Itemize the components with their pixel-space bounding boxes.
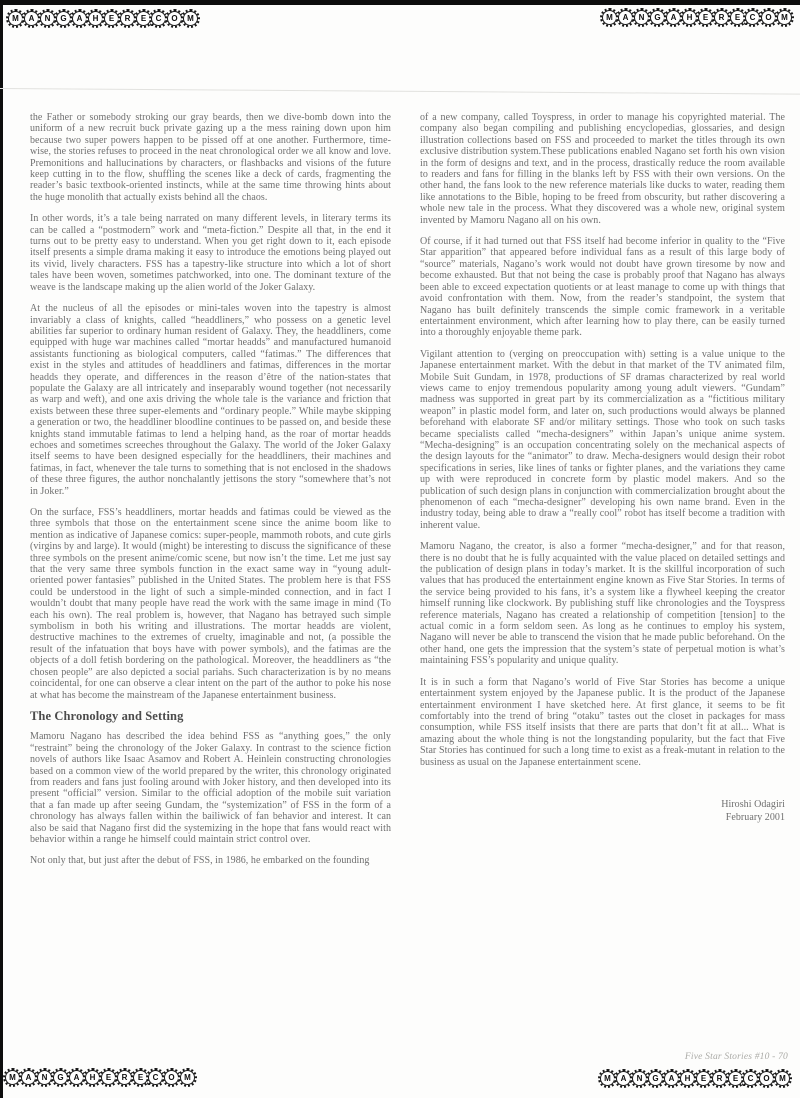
watermark-letter: H	[83, 1068, 102, 1087]
body-paragraph: Of course, if it had turned out that FSS itself had become inferior in quality to the “Five Star apparition” that appeared before individual fans as a result of this large body of “source” materials, Nagano’s work would not doubt have grown tiresome by now and become exhausted. But that not being the case is probably proof that Nagano has always been able to exceed expectation quotients or at least manage to come up with things that avoid confrontation with them. Now, from the reader’s standpoint, the system that Nagano has built definitely transcends the simple comic framework in a veritable entertainment environment, which after learning how to play there, can be easily turned into a thoroughly enjoyable theme park.	[420, 236, 785, 339]
watermark-letter: M	[598, 1069, 617, 1088]
watermark-mangahere-bottom-right	[598, 1069, 792, 1088]
right-column	[420, 112, 785, 824]
left-column	[30, 112, 391, 877]
watermark-letter: R	[115, 1068, 134, 1087]
watermark-letter: O	[162, 1068, 181, 1087]
scan-crease-line	[0, 88, 800, 95]
watermark-mangahere-top-left	[6, 9, 200, 28]
watermark-letter: E	[99, 1068, 118, 1087]
watermark-letter: E	[134, 9, 153, 28]
watermark-letter: E	[102, 9, 121, 28]
body-paragraph: On the surface, FSS’s headdliners, mortar headds and fatimas could be viewed as the three symbols that those on the entertainment scene since the anime boom like to mention as indicative of Japanese comics: super-people, mammoth robots, and cute girls (virgins by and large). It would (might) be interesting to discuss the significance of these three symbols on the present anime/comic scene, but now isn’t the time. Let me just say that the very same three symbols function in the exact same way in “young adult-oriented power fantasies” published in the United States. The problem here is that FSS could be understood in the light of such a simple-minded connection, and in fact I wouldn’t doubt that many people have read the work with the same image in mind (To each his own). The real problem is, however, that Nagano has betrayed such simple symbolism in both his writing and illustrations. The mortar headds are violent, destructive machines to the extremes of cruelty, imaginable and not, (a possible the result of the infatuation that boys have with power symbols), and the fatimas are the objects of a doll fetish bordering on the pathological. Moreover, the headdliners as “the chosen people” are also depicted a social pariahs. Such characterization is by no means coincidental, for one can observe a clear intent on the part of the author to poke his nose at what has become the mainstream of the Japanese entertainment business.	[30, 507, 391, 701]
watermark-letter: A	[662, 1069, 681, 1088]
signature-date: February 2001	[725, 811, 785, 823]
watermark-letter: E	[696, 8, 715, 27]
watermark-letter: C	[149, 9, 168, 28]
watermark-letter: M	[775, 8, 794, 27]
watermark-mangahere-top-right	[600, 8, 794, 27]
watermark-letter: H	[680, 8, 699, 27]
watermark-letter: G	[54, 9, 73, 28]
watermark-letter: A	[22, 9, 41, 28]
watermark-letter: E	[726, 1069, 745, 1088]
watermark-letter: A	[70, 9, 89, 28]
watermark-letter: N	[630, 1069, 649, 1088]
watermark-letter: G	[646, 1069, 665, 1088]
watermark-letter: R	[710, 1069, 729, 1088]
body-paragraph: of a new company, called Toyspress, in order to manage his copyrighted material. The company also began compiling and publishing encyclopedias, glossaries, and design illustration collections based on FSS and proceeded to market the titles through its own exclusive distribution system.These publications enabled Nagano set forth his own vision in the form of designs and text, and in the process, drastically reduce the room available to readers and fans for filling in the blanks left by FSS with their own versions. On the other hand, the fans look to the new reference materials like ducks to water, reading them like annotations to the Bible, hoping to be freed from obscurity, but rather discovering a whole new tale in the process. What they discovered was a whole new, original system invented by Mamoru Nagano all on his own.	[420, 112, 785, 226]
watermark-letter: M	[181, 9, 200, 28]
watermark-letter: N	[632, 8, 651, 27]
watermark-letter: N	[38, 9, 57, 28]
watermark-letter: A	[614, 1069, 633, 1088]
watermark-letter: H	[678, 1069, 697, 1088]
body-paragraph: Mamoru Nagano has described the idea behind FSS as “anything goes,” the only “restraint” being the chronology of the Joker Galaxy. In contrast to the science fiction novels of authors like Isaac Asamov and Robert A. Heinlein constructing chronologies based on a common view of the world prepared by the writer, this chronology originated from readers and fans just fooling around with Joker history, and then developed into its present “official” version. Similar to the official adoption of the mobile suit variation that a fan made up after seeing Gundam, the “systemization” of FSS in the form of a chronology has always fallen within the bailiwick of fan behavior and interest. It can also be said that Nagano first did the systemizing in the hope that fans would react with behavior within a range he himself could maintain strict control over.	[30, 731, 391, 845]
watermark-letter: M	[600, 8, 619, 27]
watermark-letter: O	[757, 1069, 776, 1088]
body-paragraph: Vigilant attention to (verging on preoccupation with) setting is a value unique to the Japanese entertainment market. With the debut in that market of the TV animated film, Mobile Suit Gundam, in 1978, productions of SF dramas characterized by real world views came to enjoy tremendous popularity among young adult viewers. “Gundam” madness was supported in great part by its commercialization as a “fictitious military weapon” in plastic model form, and later on, such productions would always be planned beforehand with elaborate SF and/or military settings. Those who took on such tasks became specialists called “mecha-designers” within Japan’s unique anime system. “Mecha-designing” is an occupation concentrating solely on the mechanical aspects of the design layouts for the “animator” to draw. Mecha-designers would design their robot specifications in series, like lines of tanks or fighter planes, and the variations they came up with were reproduced in concrete form by plastic model makers. And so the publication of such design plans in conjunction with commercialization brought about the phenomenon of each “mecha-designer” developing his own name brand. Even in the industry today, being able to draw a “really cool” robot has itself become a tradition with inherent value.	[420, 348, 785, 531]
watermark-letter: H	[86, 9, 105, 28]
signature-block	[420, 798, 785, 824]
watermark-letter: A	[664, 8, 683, 27]
watermark-letter: M	[178, 1068, 197, 1087]
watermark-letter: E	[131, 1068, 150, 1087]
watermark-letter: R	[118, 9, 137, 28]
page-footer-note: Five Star Stories #10 - 70	[684, 1052, 788, 1062]
watermark-letter: G	[648, 8, 667, 27]
signature-name: Hiroshi Odagiri	[721, 798, 785, 810]
watermark-letter: C	[743, 8, 762, 27]
watermark-letter: R	[712, 8, 731, 27]
watermark-letter: C	[741, 1069, 760, 1088]
watermark-letter: M	[773, 1069, 792, 1088]
body-paragraph: At the nucleus of all the episodes or mini-tales woven into the tapestry is almost invariably a class of knights, called “headdliners,” who possess on a genetic level abilities far superior to ordinary human resident of Galaxy. They, the headdliners, come equipped with huge war machines called “mortar headds” and manufactured humanoid assistants functioning as biological computers, called “fatimas.” The differences that exist in the styles and attitudes of headdliners and fatimas, differences in the mortar headds they operate, and differences in the reason d’être of the nation-states that populate the Galaxy are all intricately and inseparably wound together (not necessarily as warp and weft), and one axis driving the whole tale is the variance and friction that exists between these three super-elements and “ordinary people.” While maybe skipping a generation or two, the headdliner bloodline continues to be passed on, and beside these knights stand immutable fatimas to lend a helping hand, as the roar of mortar headds echoes and sometimes screeches throughout the Galaxy. The world of the Joker Galaxy itself seems to have been designed especially for the headdliners, their machines and fatimas, in fact, whenever the tale turns to something that is not enclosed in the shadows of these three figures, the author nonchalantly jettisons the story “somewhere that’s not in Joker.”	[30, 303, 391, 497]
body-paragraph: Not only that, but just after the debut of FSS, in 1986, he embarked on the founding	[30, 855, 370, 867]
section-heading: The Chronology and Setting	[30, 708, 184, 723]
watermark-letter: G	[51, 1068, 70, 1087]
watermark-letter: C	[146, 1068, 165, 1087]
watermark-letter: E	[728, 8, 747, 27]
watermark-letter: A	[67, 1068, 86, 1087]
scan-edge-top	[0, 0, 800, 5]
watermark-letter: A	[19, 1068, 38, 1087]
watermark-mangahere-bottom-left	[3, 1068, 197, 1087]
body-paragraph: the Father or somebody stroking our gray beards, then we dive-bomb down into the uniform of a new recruit buck private gazing up a the mess raining down upon him because two super powers happen to be pissed off at one another. Furthermore, time-wise, the stories refuses to proceed in the neat chronological order we all know and love. Premonitions and hallucinations by characters, or flashbacks and visions of the future keep cutting in to the flow, shuffling the scenes like a deck of cards, fragmenting the reader’s basic textbook-oriented instincts, while at the same time throwing hints about the huge monolith that actually exists behind all the chaos.	[30, 112, 391, 203]
watermark-letter: O	[759, 8, 778, 27]
body-paragraph: In other words, it’s a tale being narrated on many different levels, in literary terms its can be called a “postmodern” work and “meta-fiction.” Despite all that, in the end it turns out to be pretty easy to understand. When you get right down to it, each episode itself presents a simple drama making it easy to introduce the emotions being played out its vivid, lively characters. FSS has a tapestry-like structure into which a lot of short tales have been woven, sometimes patchworked, into one. The dominant texture of the weave is the landscape making up the alien world of the Joker Galaxy.	[30, 213, 391, 293]
watermark-letter: N	[35, 1068, 54, 1087]
body-paragraph: Mamoru Nagano, the creator, is also a former “mecha-designer,” and for that reason, there is no doubt that he is fully acquainted with the value placed on detailed settings and the publication of design plans in today’s market. It is the skillful incorporation of such values that has produced the entertainment engine known as Five Star Stories. In terms of the service being provided to his fans, it’s a system like a flywheel keeping the creator himself running like clockwork. By publishing stuff like chronologies and the Toyspress reference materials, Nagano has created a relationship of competition [tension] to the actual comic in a form seldom seen. As long as he continues to employ his system, Nagano will never be able to transcend the vision that he made public beforehand. On the other hand, one gets the impression that the system’s state of perpetual motion is what’s maintaining FSS’s popularity and unique quality.	[420, 541, 785, 667]
scan-edge-left	[0, 0, 3, 1098]
body-paragraph: It is in such a form that Nagano’s world of Five Star Stories has become a unique entertainment system enjoyed by the Japanese public. It is the product of the Japanese entertainment environment I have sketched here. At first glance, it seems to be fit comfortably into the trend of bring “otaku” tastes out the closet in packages for mass consumption, while FSS itself insists that there are parts that don’t fit at all... What is amazing about the whole thing is not the longstanding popularity, but the fact that Five Star Stories has continued for such a long time to exist as a freak-mutant in relation to the business as usual on the Japanese entertainment scene.	[420, 676, 785, 768]
watermark-letter: E	[694, 1069, 713, 1088]
watermark-letter: M	[3, 1068, 22, 1087]
watermark-letter: A	[616, 8, 635, 27]
watermark-letter: O	[165, 9, 184, 28]
watermark-letter: M	[6, 9, 25, 28]
